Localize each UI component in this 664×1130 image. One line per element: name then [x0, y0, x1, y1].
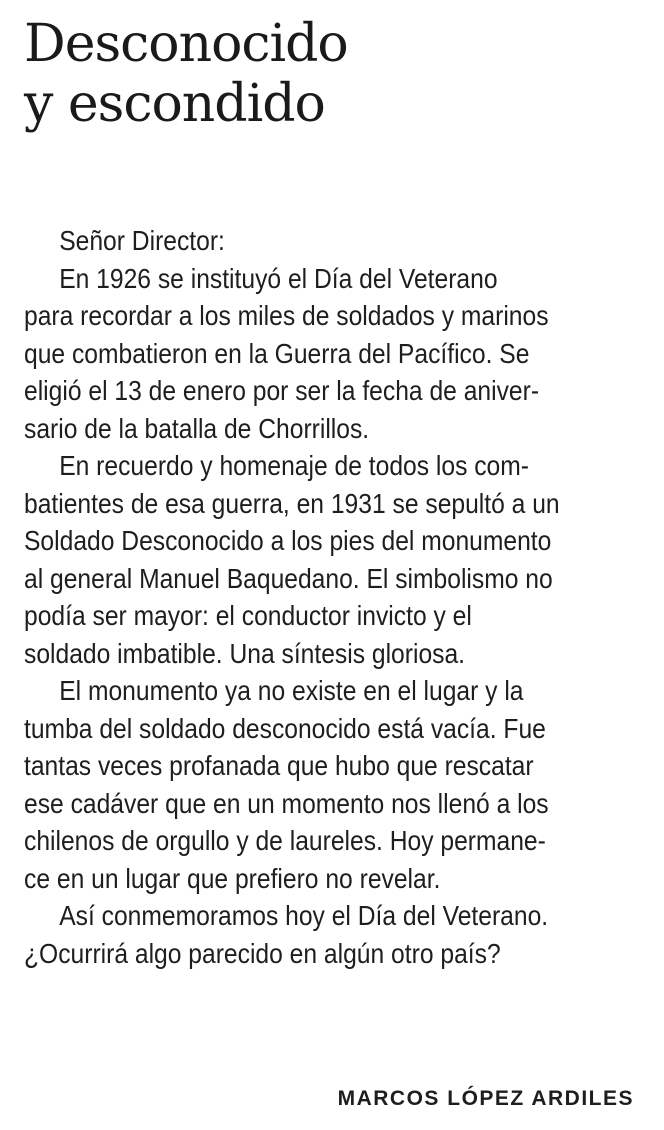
paragraph-2-line: al general Manuel Baquedano. El simbolismo no: [24, 562, 553, 594]
paragraph-1-line: que combatieron en la Guerra del Pacífico. Se: [24, 337, 530, 369]
paragraph-1-line: En 1926 se instituyó el Día del Veterano: [59, 262, 498, 294]
paragraph-2-line: soldado imbatible. Una síntesis gloriosa.: [24, 637, 466, 669]
paragraph-1-line: sario de la batalla de Chorrillos.: [24, 412, 370, 444]
paragraph-1-line: eligió el 13 de enero por ser la fecha de aniver-: [24, 375, 540, 406]
paragraph-3-line: tumba del soldado desconocido está vacía. Fue: [24, 712, 546, 744]
letter-body: [24, 222, 566, 972]
paragraph-2-line: podía ser mayor: el conductor invicto y el: [24, 600, 472, 631]
paragraph-2-line: En recuerdo y homenaje de todos los com-: [59, 450, 529, 481]
headline-line-2: y escondido: [24, 74, 325, 134]
paragraph-3-line: El monumento ya no existe en el lugar y la: [59, 675, 524, 706]
paragraph-3-line: ce en un lugar que prefiero no revelar.: [24, 862, 441, 894]
headline-line-1: Desconocido: [24, 14, 348, 74]
author-signature: MARCOS LÓPEZ ARDILES: [337, 1087, 634, 1110]
paragraph-3-line: tantas veces profanada que hubo que rescatar: [24, 750, 534, 781]
paragraph-2-line: Soldado Desconocido a los pies del monumento: [24, 525, 552, 556]
paragraph-3-line: chilenos de orgullo y de laureles. Hoy permane-: [24, 825, 546, 856]
paragraph-1-line: para recordar a los miles de soldados y marinos: [24, 300, 549, 331]
paragraph-4-line: ¿Ocurrirá algo parecido en algún otro país?: [24, 937, 501, 969]
headline: [24, 14, 644, 134]
salutation: Señor Director:: [59, 225, 225, 256]
paragraph-3-line: ese cadáver que en un momento nos llenó a los: [24, 787, 549, 819]
paragraph-2-line: batientes de esa guerra, en 1931 se sepultó a un: [24, 487, 560, 519]
paragraph-4-line: Así conmemoramos hoy el Día del Veterano.: [59, 900, 549, 931]
